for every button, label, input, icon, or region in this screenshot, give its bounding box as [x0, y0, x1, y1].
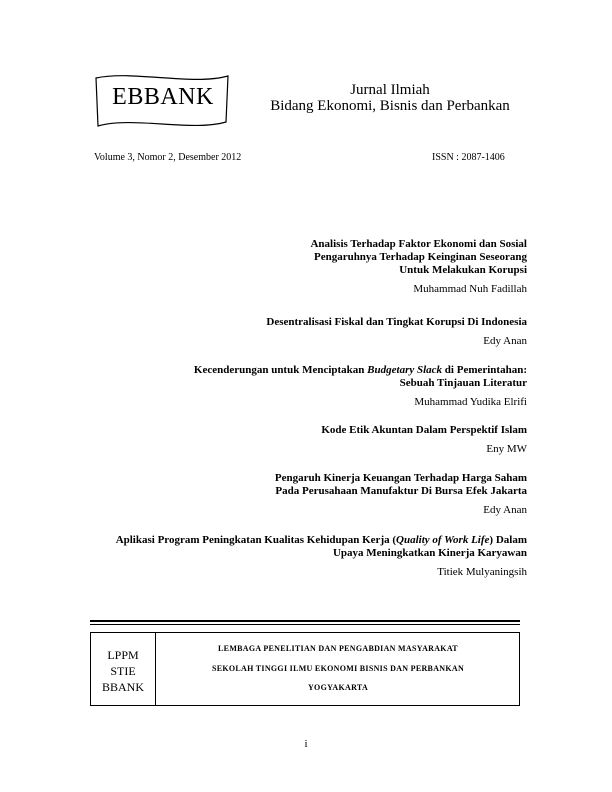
footer-divider	[155, 633, 156, 705]
title-italic-text: Quality of Work Life	[396, 534, 490, 546]
lppm-label	[91, 647, 155, 695]
publisher-box	[90, 632, 520, 706]
lppm-line: STIE	[110, 664, 136, 678]
journal-subtitle: Bidang Ekonomi, Bisnis dan Perbankan	[270, 98, 510, 114]
lppm-line: LPPM	[107, 648, 139, 662]
title-italic-text: Budgetary Slack	[367, 364, 443, 376]
article-title-line: Untuk Melakukan Korupsi	[399, 264, 527, 276]
institution-line: LEMBAGA PENELITIAN DAN PENGABDIAN MASYARAKAT	[218, 644, 458, 653]
institution-line: SEKOLAH TINGGI ILMU EKONOMI BISNIS DAN PERBANKAN	[211, 664, 465, 673]
article-entry	[57, 316, 527, 348]
volume-info: Volume 3, Nomor 2, Desember 2012	[94, 152, 242, 163]
title-text: di Pemerintahan:	[442, 364, 527, 376]
article-title-line: Pengaruhnya Terhadap Keinginan Seseorang	[313, 251, 527, 263]
article-title-line: Analisis Terhadap Faktor Ekonomi dan Sosial	[310, 238, 527, 250]
article-author: Muhammad Nuh Fadillah	[413, 283, 527, 295]
article-title-line: Kode Etik Akuntan Dalam Perspektif Islam	[321, 424, 527, 436]
lppm-line: BBANK	[101, 680, 144, 694]
article-entry	[57, 472, 527, 517]
title-text: Kecenderungan untuk Menciptakan	[193, 364, 368, 376]
article-entry	[57, 364, 527, 409]
journal-title: Jurnal Ilmiah	[350, 82, 430, 98]
journal-logo-text: EBBANK	[112, 84, 214, 110]
article-entry	[57, 238, 527, 296]
page-number: i	[304, 738, 308, 750]
article-title-line	[57, 364, 527, 377]
article-title-line: Upaya Meningkatkan Kinerja Karyawan	[332, 547, 527, 559]
footer-top-rule	[90, 620, 520, 622]
article-author: Titiek Mulyaningsih	[437, 566, 527, 578]
title-text: ) Dalam	[489, 534, 527, 546]
article-title-line: Desentralisasi Fiskal dan Tingkat Korupsi Di Indonesia	[266, 316, 527, 328]
article-author: Eny MW	[486, 443, 527, 455]
article-title-line	[27, 534, 527, 547]
article-entry	[57, 424, 527, 456]
article-author: Edy Anan	[483, 504, 527, 516]
article-title-line: Pengaruh Kinerja Keuangan Terhadap Harga Saham	[274, 472, 527, 484]
article-title-line: Pada Perusahaan Manufaktur Di Bursa Efek Jakarta	[275, 485, 527, 497]
footer-top-rule-thin	[90, 624, 520, 625]
article-author: Muhammad Yudika Elrifi	[414, 396, 527, 408]
article-author: Edy Anan	[483, 335, 527, 347]
article-entry	[27, 534, 527, 579]
institution-line: YOGYAKARTA	[307, 683, 369, 692]
issn-info: ISSN : 2087-1406	[432, 152, 505, 163]
article-title-line: Sebuah Tinjauan Literatur	[399, 377, 527, 389]
title-text: Aplikasi Program Peningkatan Kualitas Kehidupan Kerja (	[115, 534, 397, 546]
